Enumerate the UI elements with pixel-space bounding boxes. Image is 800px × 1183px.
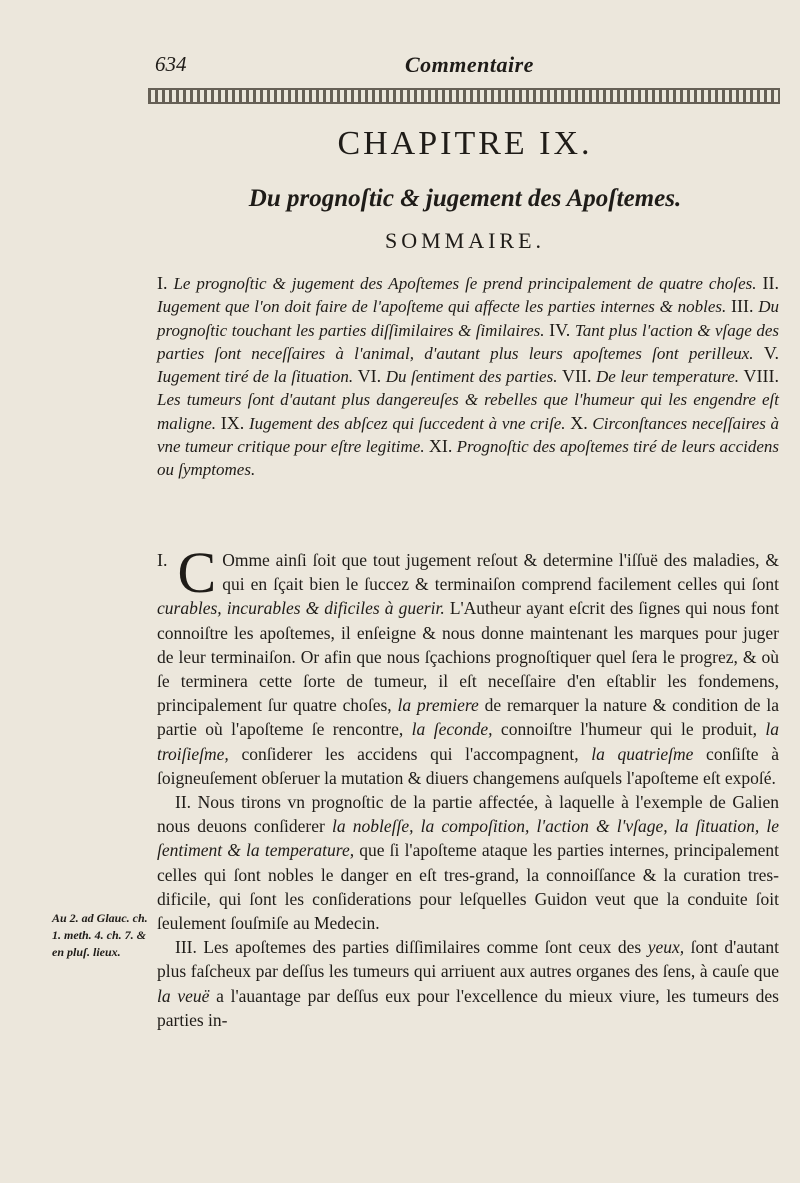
italic-run: la premiere: [397, 695, 479, 716]
italic-run: la quatrieſme: [591, 743, 694, 764]
summary-item: V. Iugement tiré de la ſituation.: [157, 342, 780, 387]
text-run: conſiſte à ſoigneuſement obſeruer la mutation & diuers changemens auſquels l'apoſteme eſt expoſé.: [157, 743, 779, 788]
summary-item: I. Le prognoſtic & jugement des Apoſtemes ſe prend principalement de quatre choſes.: [157, 273, 757, 293]
summary-item: X. Circonſtances neceſſaires à vne tumeur critique pour eſtre legitime.: [157, 412, 780, 457]
summary-block: [157, 272, 779, 482]
text-run: II. Nous tirons vn prognoſtic de la partie affectée, à laquelle à l'exemple de Galien nous deuons conſiderer: [157, 792, 779, 837]
summary-title: SOMMAIRE.: [384, 228, 546, 253]
summary-item: III. Du prognoſtic touchant les parties diſſimilaires & ſimilaires.: [157, 296, 780, 340]
drop-cap: C: [177, 540, 217, 605]
italic-run: la veuë: [157, 985, 210, 1006]
text-run: connoiſtre l'humeur qui le produit,: [492, 719, 766, 740]
chapter-title: CHAPITRE IX.: [337, 125, 593, 162]
summary-item: IX. Iugement des abſcez qui ſuccedent à vne criſe.: [220, 412, 566, 433]
text-run: L'Autheur ayant eſcrit des ſignes qui nous font connoiſtre les apoſtemes, il enſeigne & nous donne maintenant les marques pour juger de leur terminaiſon. Or afin que nous ſçachions prognoſtiquer quel ſera le progrez, & où ſe terminera cette ſorte de tumeur, il eſt neceſſaire d'en eſtablir les fondemens, principalement ſur quatre choſes,: [157, 598, 779, 716]
italic-run: la troiſieſme,: [157, 719, 779, 764]
paragraph-1: [157, 540, 779, 790]
summary-item: IV. Tant plus l'action & vſage des parties ſont neceſſaires à l'animal, d'autant plus leurs apoſtemes ſont perilleux.: [157, 319, 780, 363]
italic-run: curables, incurables & dificiles à guerir.: [157, 598, 445, 619]
paragraph-2: [157, 790, 779, 935]
summary-item: VI. Du ſentiment des parties.: [357, 366, 558, 387]
paragraph-3: [157, 935, 779, 1032]
text-run: ſont d'autant plus faſcheux par deſſus les tumeurs qui arriuent aux autres organes des ſens, à cauſe que: [157, 937, 780, 982]
text-run: Omme ainſi ſoit que tout jugement reſout & determine l'iſſuë des maladies, & qui en ſçait bien le ſuccez & terminaiſon comprend facilement celles qui ſont: [222, 550, 779, 595]
summary-item: VII. De leur temperature.: [561, 366, 739, 387]
summary-item: II. Iugement que l'on doit faire de l'apoſteme qui affecte les parties internes & nobles.: [157, 273, 779, 317]
text-run: de remarquer la nature & condition de la partie où l'apoſteme ſe rencontre,: [157, 695, 779, 740]
summary-item: XI. Prognoſtic des apoſtemes tiré de leurs accidens ou ſymptomes.: [157, 436, 779, 480]
summary-item: VIII. Les tumeurs ſont d'autant plus dangereuſes & rebelles que l'humeur qui les engendre eſt maligne.: [157, 366, 780, 433]
paragraph-number: I.: [157, 550, 168, 570]
page-header: [155, 52, 780, 82]
body-text: [157, 540, 780, 1032]
text-run: que ſi l'apoſteme ataque les parties internes, principalement celles qui ſont nobles le danger en eſt tres-grand, la connoiſſance & la curation tres-dificile, qui ſont les conſiderations pour leſquelles Guidon veut que la conduite ſoit ſeulement ſouſmiſe au Medecin.: [157, 840, 780, 934]
italic-run: la nobleſſe, la compoſition, l'action & l'vſage, la ſituation, le ſentiment & la temperature,: [157, 816, 779, 861]
margin-note: Au 2. ad Glauc. ch. 1. meth. 4. ch. 7. & en pluſ. lieux.: [52, 911, 148, 959]
italic-run: yeux,: [647, 937, 685, 958]
chapter-subtitle: Du prognoſtic & jugement des Apoſtemes.: [248, 185, 682, 212]
ornamental-rule: [148, 88, 780, 104]
text-run: a l'auantage par deſſus eux pour l'excellence du mieux viure, les tumeurs des parties in-: [157, 985, 779, 1030]
italic-run: la ſeconde,: [411, 719, 493, 740]
text-run: conſiderer les accidens qui l'accompagnent,: [228, 743, 592, 764]
running-title: Commentaire: [405, 52, 534, 77]
page-number: 634: [155, 52, 187, 76]
text-run: III. Les apoſtemes des parties diſſimilaires comme ſont ceux des: [175, 937, 648, 958]
